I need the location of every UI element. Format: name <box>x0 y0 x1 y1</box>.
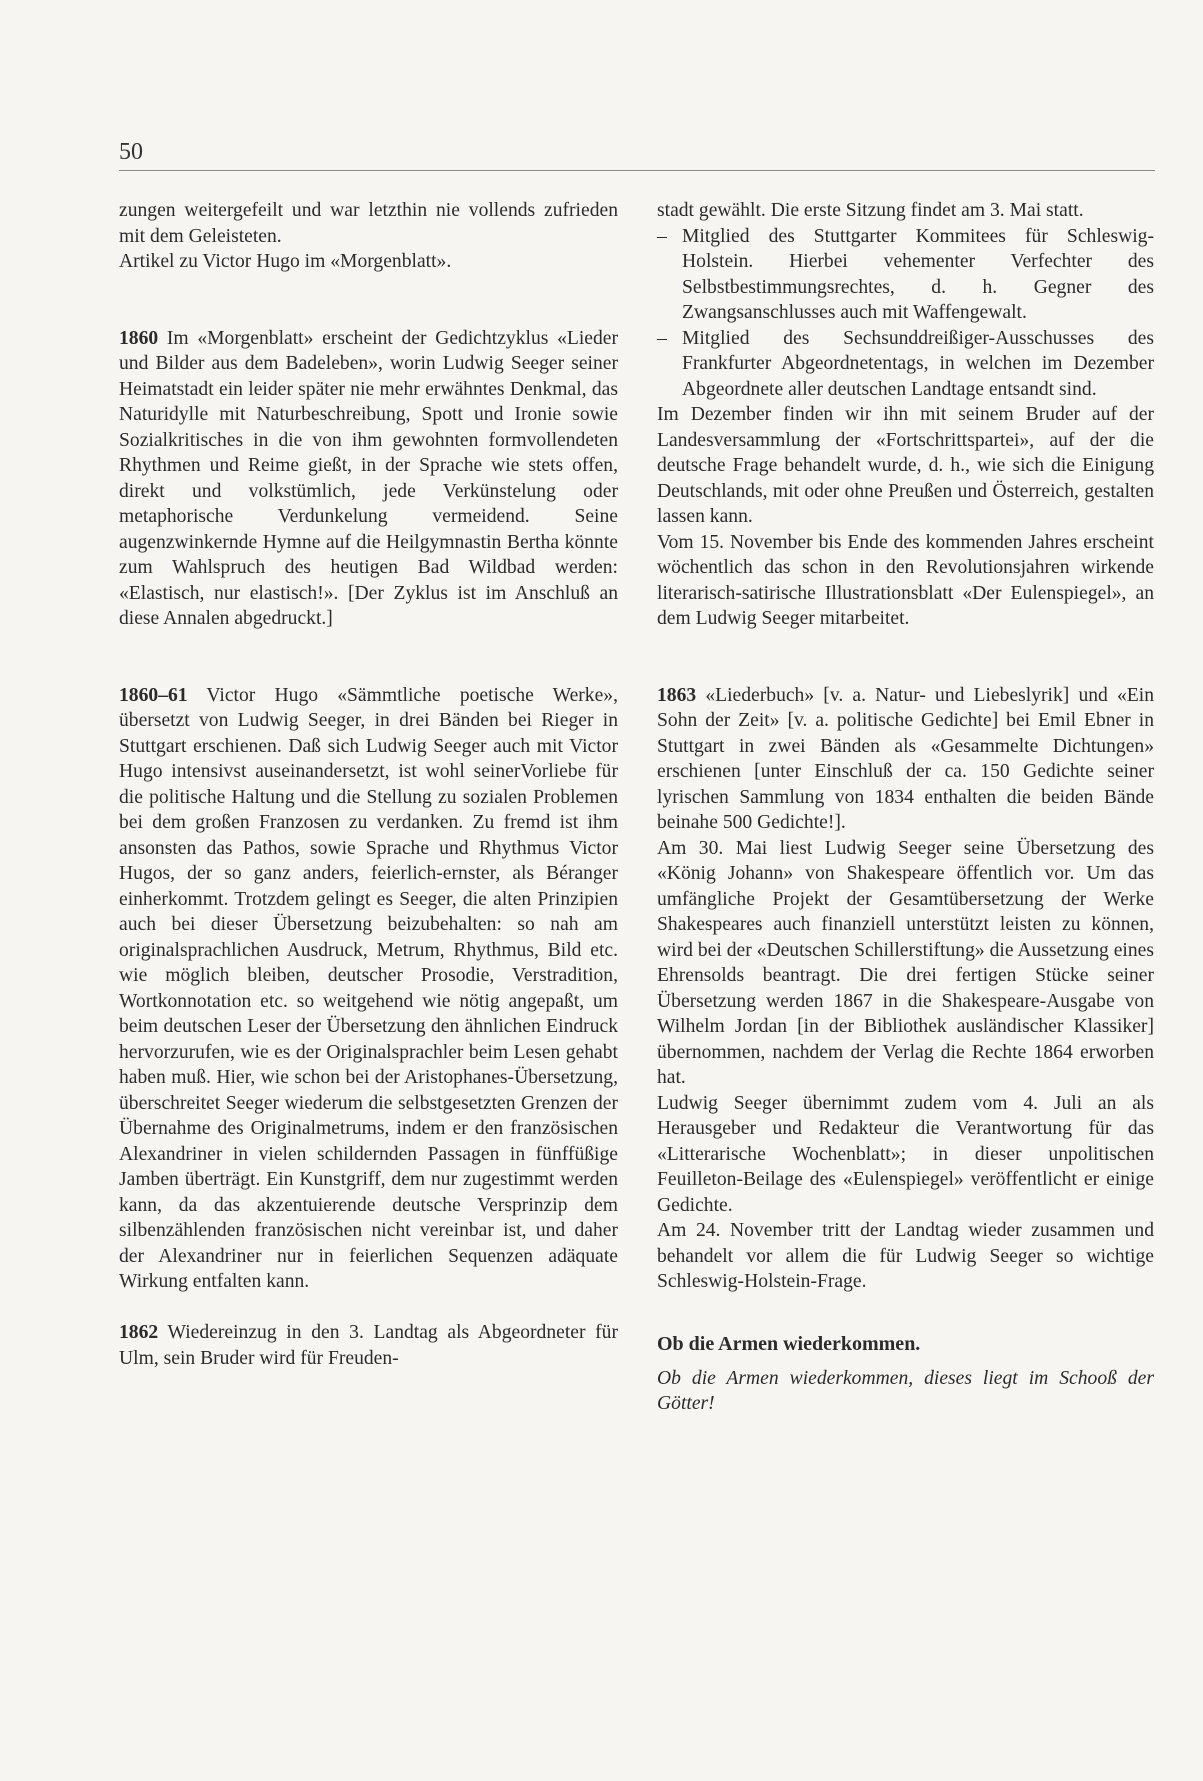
paragraph-juli: Ludwig Seeger übernimmt zudem vom 4. Juli an als Herausgeber und Redakteur die Verantwortung für das «Litterarische Wochenblatt»; in dieser unpolitischen Feuilleton-Beilage des «Eulenspiegel» veröffentlicht er einige Gedichte. <box>657 1092 1154 1216</box>
poem-title: Ob die Armen wiederkommen. <box>657 1333 921 1355</box>
continuation-paragraph: stadt gewählt. Die erste Sitzung findet am 3. Mai statt. <box>657 200 1084 221</box>
page-number: 50 <box>119 139 143 165</box>
entry-year: 1860 <box>119 327 159 349</box>
intro-paragraph: zungen weitergefeilt und war letzthin nie vollends zufrieden mit dem Geleisteten. <box>119 200 618 247</box>
entry-text: Im «Morgenblatt» erscheint der Gedichtzyklus «Lieder und Bilder aus dem Badeleben», worin Ludwig Seeger seiner Heimatstadt ein leider später nie mehr erwähntes Denkmal, das Naturidylle mit Naturbeschreibung, Spott und Ironie sowie Sozialkritisches in die von ihm gewohnten formvollendeten Rhythmen und Reime gießt, in der Sprache wie stets offen, direkt und volkstümlich, jede Verkünstelung oder metaphorische Verdunkelung vermeidend. Seine augenzwinkernde Hymne auf die Heilgymnastin Bertha könnte zum Wahlspruch des heutigen Bad Wildbad werden: «Elastisch, nur elastisch!». [Der Zyklus ist im Anschluß an diese Annalen abgedruckt.] <box>119 327 618 629</box>
entry-text: Wiedereinzug in den 3. Landtag als Abgeordneter für Ulm, sein Bruder wird für Freuden- <box>119 1322 618 1369</box>
entry-1862 <box>119 1320 618 1371</box>
entry-year: 1863 <box>657 684 697 706</box>
poem-first-line: Ob die Armen wiederkommen, dieses liegt im Schooß der Götter! <box>657 1367 1154 1414</box>
entry-1860-61 <box>119 683 618 1295</box>
membership-list <box>657 224 1154 403</box>
entry-1860 <box>119 326 618 632</box>
paragraph-landtag: Am 24. November tritt der Landtag wieder zusammen und behandelt vor allem die für Ludwig Seeger so wichtige Schleswig-Holstein-Frage. <box>657 1220 1154 1292</box>
paragraph-dezember: Im Dezember finden wir ihn mit seinem Bruder auf der Landesversammlung der «Fortschrittspartei», auf der die deutsche Frage behandelt wurde, d. h., wie sich die Einigung Deutschlands, mit oder ohne Preußen und Österreich, gestalten lassen kann. <box>657 404 1154 527</box>
entry-1863 <box>657 683 1154 836</box>
paragraph-mai: Am 30. Mai liest Ludwig Seeger seine Übersetzung des «König Johann» von Shakespeare öffentlich vor. Um das umfängliche Projekt der Gesamtübersetzung der Werke Shakespeares auch finanziell unterstützt leisten zu können, wird bei der «Deutschen Schillerstiftung» die Aussetzung eines Ehrensolds beantragt. Die drei fertigen Stücke seiner Übersetzung werden 1867 in die Shakespeare-Ausgabe von Wilhelm Jordan [in der Bibliothek ausländischer Klassiker] übernommen, nachdem der Verlag die Rechte 1864 erworben hat. <box>657 837 1154 1088</box>
left-column <box>119 198 618 1371</box>
intro-article-note: Artikel zu Victor Hugo im «Morgenblatt». <box>119 251 452 272</box>
list-item: – Mitglied des Sechsunddreißiger-Ausschusses des Frankfurter Abgeordnetentags, in welchen im Dezember Abgeordnete aller deutschen Landtage entsandt sind. <box>657 326 1154 403</box>
entry-year: 1862 <box>119 1322 159 1343</box>
entry-year: 1860–61 <box>119 684 188 706</box>
entry-text: «Liederbuch» [v. a. Natur- und Liebeslyrik] und «Ein Sohn der Zeit» [v. a. politische Gedichte] bei Emil Ebner in Stuttgart in zwei Bänden als «Gesammelte Dichtungen» erschienen [unter Einschluß der ca. 150 Gedichte seiner lyrischen Sammlung von 1834 enthalten die beiden Bände beinahe 500 Gedichte!]. <box>657 684 1154 833</box>
list-item: – Mitglied des Stuttgarter Kommitees für Schleswig-Holstein. Hierbei vehementer Verfechter des Selbstbestimmungsrechtes, d. h. Gegner des Zwangsanschlusses auch mit Waffengewalt. <box>657 224 1154 326</box>
right-column <box>657 198 1154 1417</box>
header-rule <box>119 170 1155 171</box>
paragraph-november: Vom 15. November bis Ende des kommenden Jahres erscheint wöchentlich das schon in den Revolutionsjahren wirkende literarisch-satirische Illustrationsblatt «Der Eulenspiegel», an dem Ludwig Seeger mitarbeitet. <box>657 531 1154 629</box>
entry-text: Victor Hugo «Sämmtliche poetische Werke», übersetzt von Ludwig Seeger, in drei Bänden bei Rieger in Stuttgart erschienen. Daß sich Ludwig Seeger auch mit Victor Hugo intensivst auseinandersetzt, ist wohl seinerVorliebe für die politische Haltung und die Stellung zu sozialen Problemen bei dem großen Franzosen zu verdanken. Zu fremd ist ihm ansonsten das Pathos, sowie Sprache und Rhythmus Victor Hugos, der so ganz anders, feierlich-ernster, als Béranger einherkommt. Trotzdem gelingt es Seeger, die alten Prinzipien auch bei dieser Übersetzung beizubehalten: so nah am originalsprachlichen Ausdruck, Metrum, Rhythmus, Bild etc. wie möglich bleiben, deutscher Prosodie, Verstradition, Wortkonnotation etc. so weitgehend wie nötig angepaßt, um beim deutschen Leser der Übersetzung den ähnlichen Eindruck hervorzurufen, wie es der Originalsprachler beim Lesen gehabt haben muß. Hier, wie schon bei der Aristophanes-Übersetzung, überschreitet Seeger wiederum die selbstgesetzten Grenzen der Übernahme des Originalmetrums, indem er den französischen Alexandriner in vielen schildernden Passagen in fünffüßige Jamben überträgt. Ein Kunstgriff, dem nur zugestimmt werden kann, da das akzentuierende deutsche Versprinzip dem silbenzählenden französischen nicht vereinbar ist, und daher der Alexandriner nur in feierlichen Sequenzen adäquate Wirkung entfalten kann. <box>119 684 618 1292</box>
